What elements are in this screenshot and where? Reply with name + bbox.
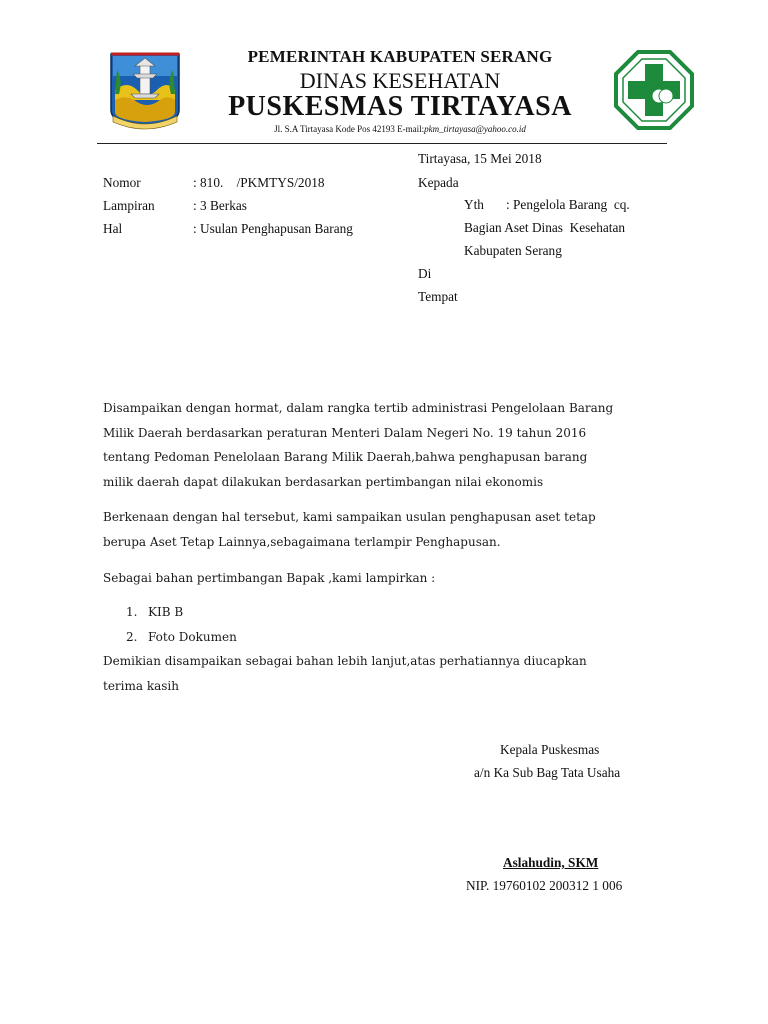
- paragraph-1: [103, 396, 663, 494]
- puskesmas-cross-icon: [614, 50, 694, 130]
- signatory-nip: NIP. 19760102 200312 1 006: [466, 878, 623, 893]
- email-link[interactable]: pkm_tirtayasa@yahoo.co.id: [424, 124, 526, 134]
- lampiran-value: : 3 Berkas: [193, 198, 247, 213]
- nomor-label: Nomor: [103, 175, 141, 190]
- paragraph-4-line-2: terima kasih: [103, 678, 179, 693]
- tempat-label: Tempat: [418, 289, 458, 304]
- list-item-text: KIB B: [148, 605, 184, 619]
- paragraph-2-line-1: Berkenaan dengan hal tersebut, kami sampaikan usulan penghapusan aset tetap: [103, 510, 596, 524]
- recipient-line-1: : Pengelola Barang cq.: [506, 197, 630, 212]
- kepada-label: Kepada: [418, 175, 459, 190]
- paragraph-2: [103, 505, 663, 554]
- list-item-number: 2.: [126, 629, 138, 644]
- banten-province-emblem-icon: [107, 50, 183, 130]
- list-item-text: Foto Dokumen: [148, 629, 237, 644]
- letterhead-institution: PUSKESMAS TIRTAYASA: [228, 91, 572, 122]
- yth-label: Yth: [464, 197, 484, 212]
- paragraph-2-line-2: berupa Aset Tetap Lainnya,sebagaimana terlampir Penghapusan.: [103, 534, 501, 549]
- recipient-line-2: Bagian Aset Dinas Kesehatan: [464, 220, 625, 235]
- recipient-line-3: Kabupaten Serang: [464, 243, 562, 258]
- paragraph-1-line-3: tentang Pedoman Penelolaan Barang Milik Daerah,bahwa penghapusan barang: [103, 450, 588, 464]
- signature-title-2: a/n Ka Sub Bag Tata Usaha: [474, 765, 621, 780]
- paragraph-1-line-2: Milik Daerah berdasarkan peraturan Menteri Dalam Negeri No. 19 tahun 2016: [103, 425, 587, 440]
- hal-value: : Usulan Penghapusan Barang: [193, 221, 353, 236]
- paragraph-4-line-1: Demikian disampaikan sebagai bahan lebih lanjut,atas perhatiannya diucapkan: [103, 654, 587, 668]
- list-item: [126, 600, 526, 625]
- letterhead-divider: [97, 143, 667, 144]
- list-item: [126, 625, 526, 650]
- paragraph-3: Sebagai bahan pertimbangan Bapak ,kami lampirkan :: [103, 571, 436, 585]
- paragraph-1-line-1: Disampaikan dengan hormat, dalam rangka tertib administrasi Pengelolaan Barang: [103, 401, 614, 415]
- list-item-number: 1.: [126, 605, 138, 619]
- lampiran-label: Lampiran: [103, 198, 155, 213]
- di-label: Di: [418, 266, 432, 281]
- paragraph-4: [103, 649, 663, 698]
- letterhead-address: [200, 124, 600, 134]
- place-date: Tirtayasa, 15 Mei 2018: [418, 151, 542, 166]
- hal-label: Hal: [103, 221, 123, 236]
- paragraph-1-line-4: milik daerah dapat dilakukan berdasarkan pertimbangan nilai ekonomis: [103, 474, 544, 489]
- address-text: Jl. S.A Tirtayasa Kode Pos 42193 E-mail:: [274, 124, 425, 134]
- nomor-value: : 810. /PKMTYS/2018: [193, 175, 325, 190]
- signature-title-1: Kepala Puskesmas: [500, 742, 600, 757]
- attachment-list: [126, 600, 526, 649]
- signatory-name: Aslahudin, SKM: [503, 855, 599, 870]
- letterhead-government: PEMERINTAH KABUPATEN SERANG: [247, 47, 553, 66]
- letterhead-department: DINAS KESEHATAN: [299, 68, 501, 93]
